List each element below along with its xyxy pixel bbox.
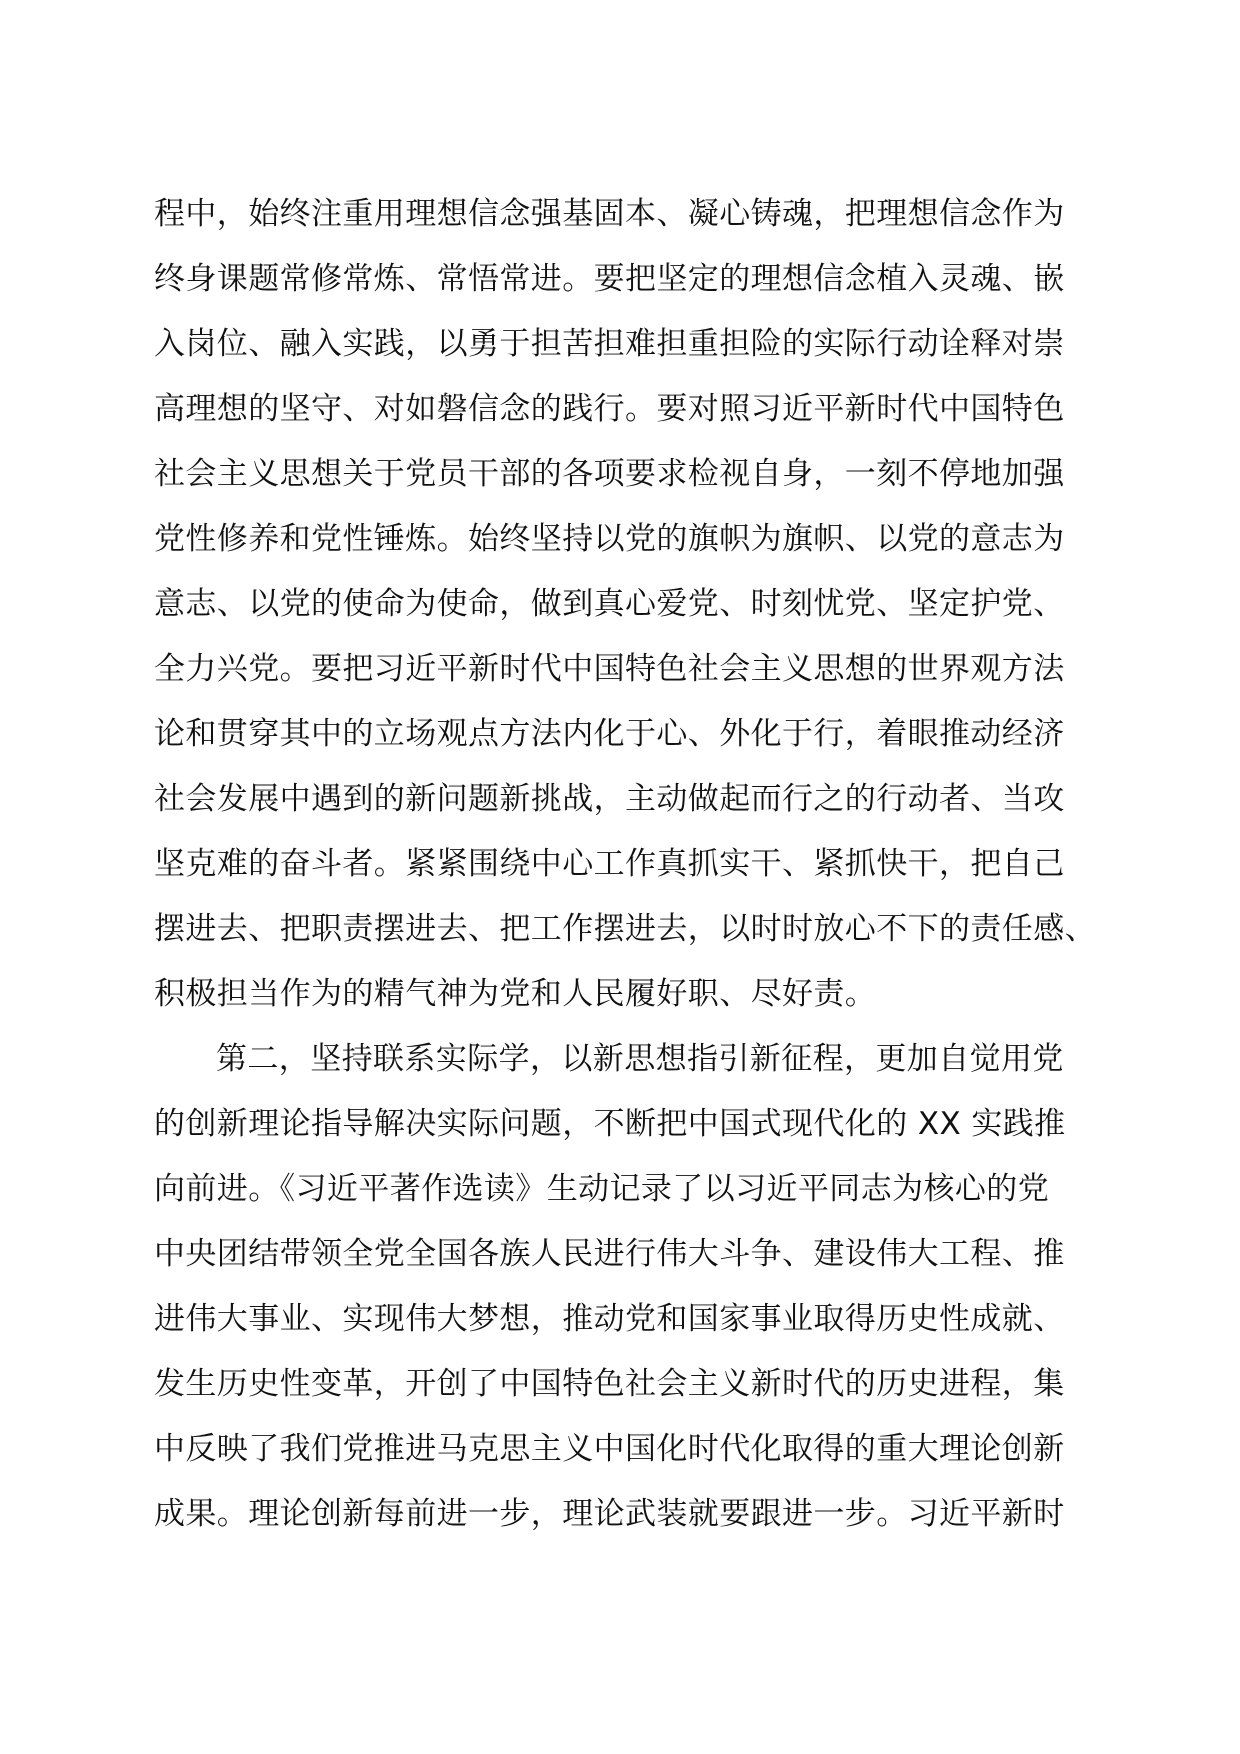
text-line: 意志、以党的使命为使命，做到真心爱党、时刻忧党、坚定护党、 <box>154 586 1065 622</box>
text-line: 社会发展中遇到的新问题新挑战，主动做起而行之的行动者、当攻 <box>154 781 1065 817</box>
text-line: 高理想的坚守、对如磐信念的践行。要对照习近平新时代中国特色 <box>154 391 1065 427</box>
text-line: 积极担当作为的精气神为党和人民履好职、尽好责。 <box>154 976 877 1012</box>
text-line: 坚克难的奋斗者。紧紧围绕中心工作真抓实干、紧抓快干，把自己 <box>154 846 1065 882</box>
paragraph-start-line: 第二，坚持联系实际学，以新思想指引新征程，更加自觉用党 <box>216 1041 1064 1077</box>
text-line: 入岗位、融入实践，以勇于担苦担难担重担险的实际行动诠释对崇 <box>154 326 1065 362</box>
text-line: 全力兴党。要把习近平新时代中国特色社会主义思想的世界观方法 <box>154 651 1065 687</box>
text-line: 发生历史性变革，开创了中国特色社会主义新时代的历史进程，集 <box>154 1366 1065 1402</box>
text-line: 的创新理论指导解决实际问题，不断把中国式现代化的 XX 实践推 <box>154 1106 1066 1142</box>
text-line: 摆进去、把职责摆进去、把工作摆进去，以时时放心不下的责任感、 <box>154 911 1096 947</box>
document-body <box>154 182 1094 1547</box>
text-line: 中央团结带领全党全国各族人民进行伟大斗争、建设伟大工程、推 <box>154 1236 1065 1272</box>
text-line: 进伟大事业、实现伟大梦想，推动党和国家事业取得历史性成就、 <box>154 1301 1065 1337</box>
text-line: 向前进。《习近平著作选读》生动记录了以习近平同志为核心的党 <box>154 1171 1050 1207</box>
text-line: 中反映了我们党推进马克思主义中国化时代化取得的重大理论创新 <box>154 1431 1065 1467</box>
text-line: 程中，始终注重用理想信念强基固本、凝心铸魂，把理想信念作为 <box>154 196 1065 232</box>
text-line: 社会主义思想关于党员干部的各项要求检视自身，一刻不停地加强 <box>154 456 1065 492</box>
text-line: 党性修养和党性锤炼。始终坚持以党的旗帜为旗帜、以党的意志为 <box>154 521 1065 557</box>
text-line: 终身课题常修常炼、常悟常进。要把坚定的理想信念植入灵魂、嵌 <box>154 261 1065 297</box>
text-line: 论和贯穿其中的立场观点方法内化于心、外化于行，着眼推动经济 <box>154 716 1065 752</box>
text-line: 成果。理论创新每前进一步，理论武装就要跟进一步。习近平新时 <box>154 1496 1065 1532</box>
